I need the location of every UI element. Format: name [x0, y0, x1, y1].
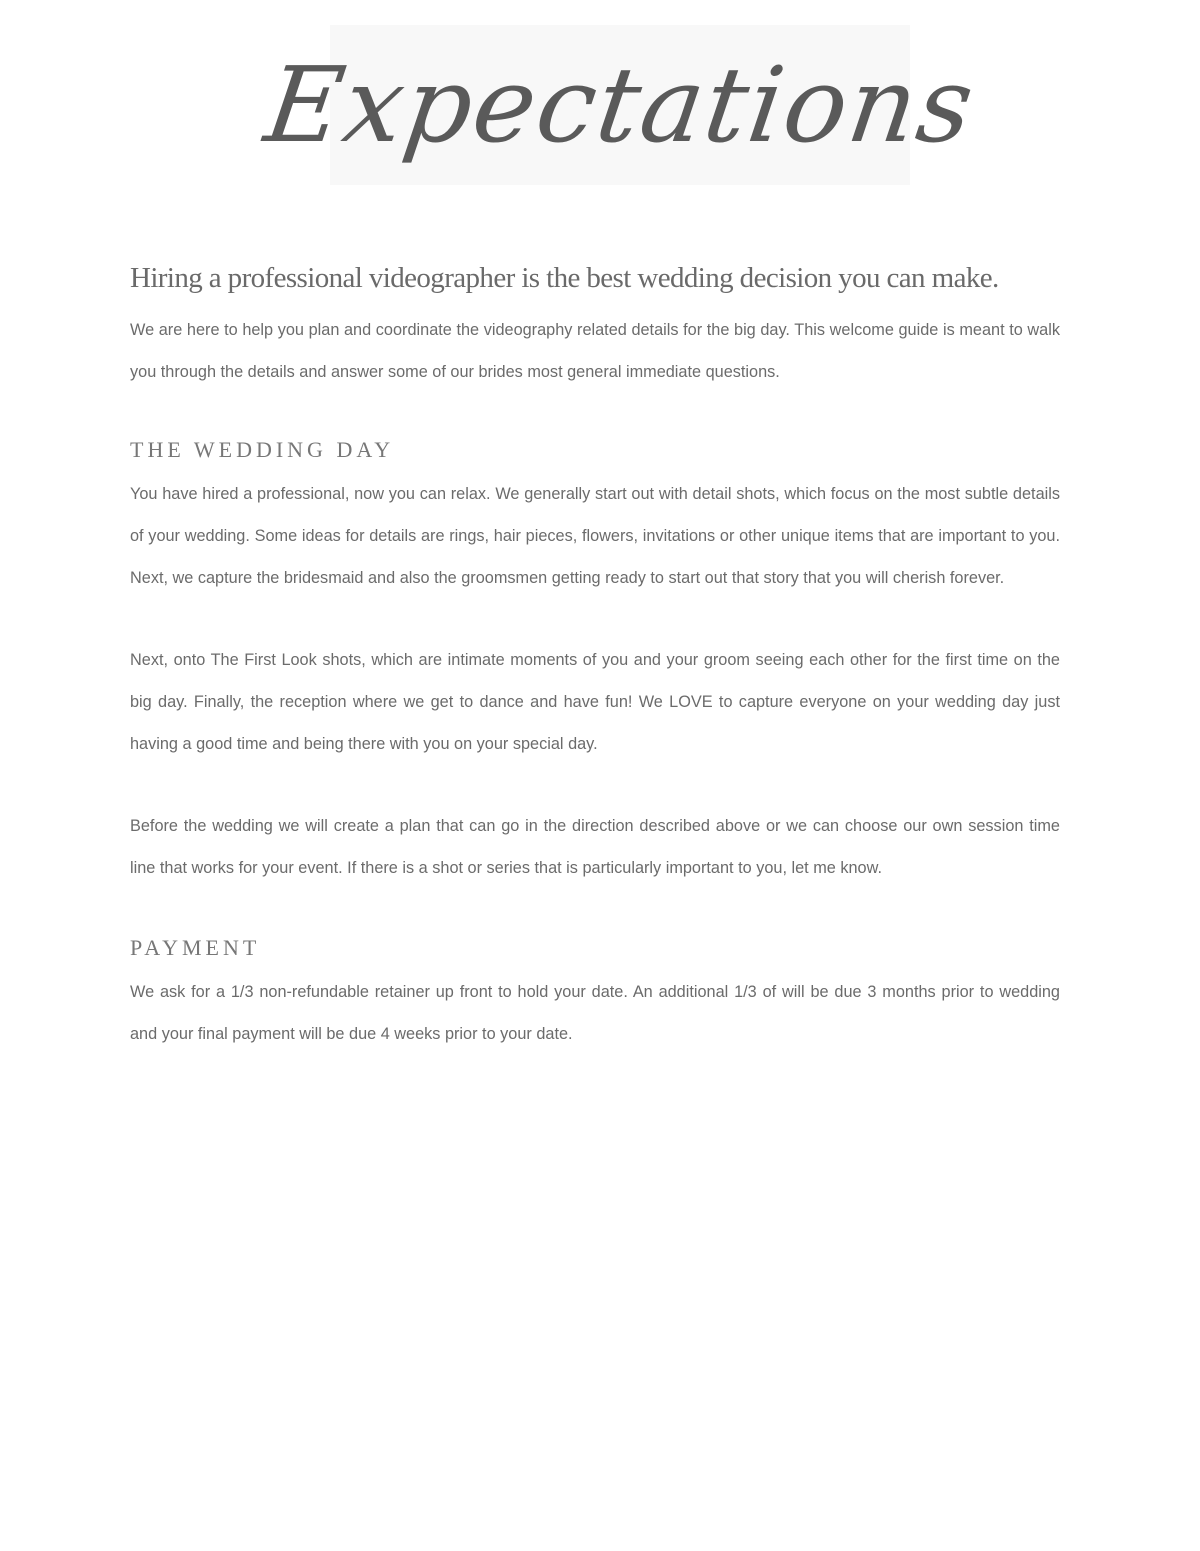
headline: Hiring a professional videographer is the best wedding decision you can make.: [130, 262, 999, 294]
paragraph: We ask for a 1/3 non-refundable retainer up front to hold your date. An additional 1/3 of will be due 3 months prior to wedding and your final payment will be due 4 weeks prior to your date.: [130, 983, 1060, 1043]
expectations-title-logo: [258, 25, 982, 185]
logo-text: Expectations: [258, 44, 982, 166]
paragraph: You have hired a professional, now you can relax. We generally start out with detail shots, which focus on the most subtle details of your wedding. Some ideas for details are rings, hair pieces, flowers, invitations or other unique items that are important to you. Next, we capture the bridesmaid and also the groomsmen getting ready to start out that story that you will cherish forever.: [130, 485, 1060, 587]
section-heading-wedding-day: THE WEDDING DAY: [130, 437, 395, 462]
document-body: [130, 262, 1060, 1055]
section-heading-payment: PAYMENT: [130, 935, 261, 960]
paragraph: Next, onto The First Look shots, which are intimate moments of you and your groom seeing each other for the first time on the big day. Finally, the reception where we get to dance and have fun! We LOVE to capture everyone on your wedding day just having a good time and being there with you on your special day.: [130, 651, 1060, 753]
paragraph: Before the wedding we will create a plan that can go in the direction described above or we can choose our own session time line that works for your event. If there is a shot or series that is particularly important to you, let me know.: [130, 817, 1060, 877]
intro-paragraph: We are here to help you plan and coordinate the videography related details for the big day. This welcome guide is meant to walk you through the details and answer some of our brides most general immediate questions.: [130, 321, 1060, 381]
